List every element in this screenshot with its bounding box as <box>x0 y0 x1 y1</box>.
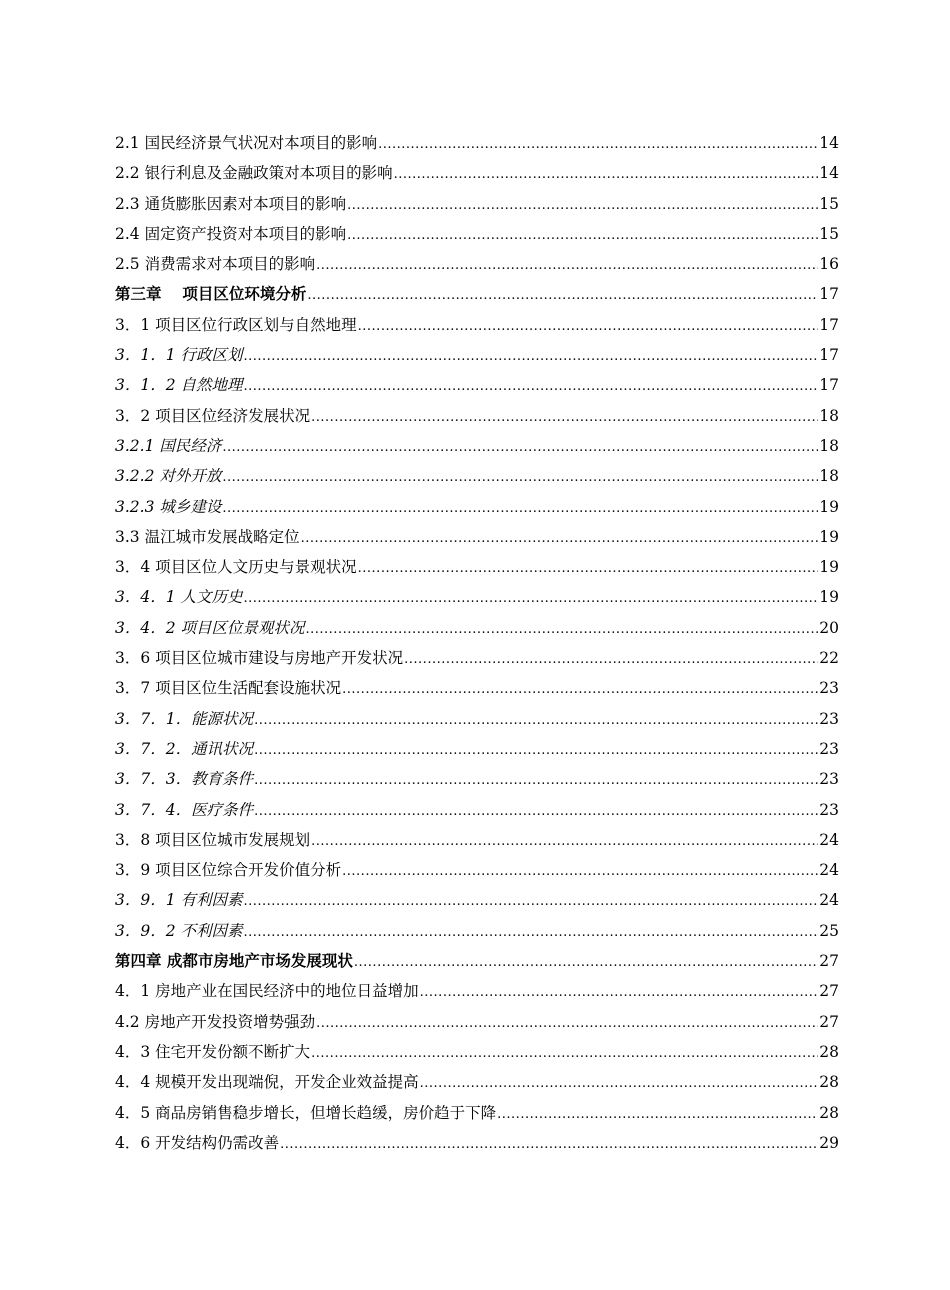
toc-dot-leader <box>354 948 818 978</box>
toc-entry[interactable] <box>115 492 839 522</box>
toc-entry-title: 4.2 房地产开发投资增势强劲 <box>115 1012 316 1031</box>
toc-entry[interactable] <box>115 1128 839 1158</box>
toc-entry[interactable] <box>115 249 839 279</box>
toc-page-number: 24 <box>819 830 839 849</box>
toc-entry[interactable] <box>115 1098 839 1128</box>
toc-entry[interactable] <box>115 340 839 370</box>
toc-entry[interactable] <box>115 310 839 340</box>
table-of-contents <box>115 128 839 1158</box>
toc-page-number: 23 <box>819 739 839 758</box>
toc-page-number: 18 <box>819 436 839 455</box>
toc-entry-title: 3．1 项目区位行政区划与自然地理 <box>115 315 357 334</box>
toc-page-number: 28 <box>819 1103 839 1122</box>
toc-dot-leader <box>254 736 818 766</box>
toc-page-number: 27 <box>819 1012 839 1031</box>
toc-entry-title: 2.5 消费需求对本项目的影响 <box>115 255 316 274</box>
toc-entry[interactable] <box>115 582 839 612</box>
toc-entry[interactable] <box>115 552 839 582</box>
toc-dot-leader <box>358 312 819 342</box>
toc-entry-title: 3．9．1 有利因素 <box>115 891 243 910</box>
toc-dot-leader <box>497 1100 818 1130</box>
toc-entry-title: 3.2.3 城乡建设 <box>115 497 222 516</box>
toc-page-number: 17 <box>819 315 839 334</box>
toc-page-number: 23 <box>819 770 839 789</box>
toc-page-number: 23 <box>819 800 839 819</box>
toc-entry-title: 3．7 项目区位生活配套设施状况 <box>115 679 342 698</box>
toc-entry-title: 3．7．4．医疗条件 <box>115 800 254 819</box>
toc-entry[interactable] <box>115 764 839 794</box>
toc-dot-leader <box>316 1009 818 1039</box>
toc-dot-leader <box>307 281 818 311</box>
toc-dot-leader <box>254 766 818 796</box>
toc-page-number: 27 <box>819 982 839 1001</box>
toc-dot-leader <box>342 675 818 705</box>
toc-entry-title: 3．6 项目区位城市建设与房地产开发状况 <box>115 649 404 668</box>
toc-entry[interactable] <box>115 885 839 915</box>
toc-dot-leader <box>301 524 819 554</box>
toc-entry[interactable] <box>115 855 839 885</box>
toc-entry[interactable] <box>115 613 839 643</box>
toc-dot-leader <box>280 1130 818 1160</box>
toc-page-number: 23 <box>819 679 839 698</box>
toc-entry[interactable] <box>115 643 839 673</box>
toc-dot-leader <box>311 403 818 433</box>
toc-page-number: 24 <box>819 861 839 880</box>
toc-dot-leader <box>358 554 819 584</box>
toc-entry-title: 3．9．2 不利因素 <box>115 921 243 940</box>
toc-entry-title: 3.3 温江城市发展战略定位 <box>115 527 300 546</box>
toc-dot-leader <box>420 978 819 1008</box>
toc-page-number: 23 <box>819 709 839 728</box>
toc-entry-title: 4．6 开发结构仍需改善 <box>115 1133 280 1152</box>
toc-entry[interactable] <box>115 522 839 552</box>
toc-entry[interactable] <box>115 825 839 855</box>
toc-page-number: 17 <box>819 285 839 304</box>
toc-dot-leader <box>347 221 818 251</box>
toc-dot-leader <box>222 494 818 524</box>
toc-entry[interactable] <box>115 401 839 431</box>
toc-page-number: 19 <box>819 588 839 607</box>
toc-entry[interactable] <box>115 673 839 703</box>
toc-entry-title: 3．1．2 自然地理 <box>115 376 243 395</box>
toc-page-number: 25 <box>819 921 839 940</box>
toc-entry-title: 第三章 项目区位环境分析 <box>115 284 307 304</box>
toc-entry[interactable] <box>115 946 839 976</box>
toc-entry-title: 3．4 项目区位人文历史与景观状况 <box>115 558 357 577</box>
toc-page-number: 17 <box>819 376 839 395</box>
toc-entry[interactable] <box>115 189 839 219</box>
toc-dot-leader <box>378 130 818 160</box>
toc-entry[interactable] <box>115 795 839 825</box>
toc-entry[interactable] <box>115 461 839 491</box>
toc-page-number: 16 <box>819 255 839 274</box>
toc-entry[interactable] <box>115 734 839 764</box>
toc-dot-leader <box>394 160 819 190</box>
toc-dot-leader <box>244 342 819 372</box>
toc-entry[interactable] <box>115 219 839 249</box>
toc-page-number: 15 <box>819 224 839 243</box>
toc-entry-title: 3．7．3．教育条件 <box>115 770 254 789</box>
toc-page-number: 19 <box>819 527 839 546</box>
toc-entry-title: 2.1 国民经济景气状况对本项目的影响 <box>115 134 378 152</box>
toc-page-number: 29 <box>819 1133 839 1152</box>
toc-entry-title: 3．4．2 项目区位景观状况 <box>115 618 305 637</box>
toc-dot-leader <box>244 887 819 917</box>
toc-entry[interactable] <box>115 431 839 461</box>
toc-page-number: 28 <box>819 1042 839 1061</box>
toc-dot-leader <box>311 1039 818 1069</box>
toc-entry-title: 3．2 项目区位经济发展状况 <box>115 406 311 425</box>
toc-dot-leader <box>347 191 818 221</box>
toc-entry-title: 2.4 固定资产投资对本项目的影响 <box>115 224 347 243</box>
toc-entry[interactable] <box>115 1037 839 1067</box>
toc-entry[interactable] <box>115 976 839 1006</box>
toc-page-number: 20 <box>819 618 839 637</box>
toc-page-number: 15 <box>819 194 839 213</box>
toc-page-number: 18 <box>819 406 839 425</box>
toc-dot-leader <box>244 584 819 614</box>
toc-entry[interactable] <box>115 279 839 309</box>
toc-entry-title: 4．5 商品房销售稳步增长，但增长趋缓，房价趋于下降 <box>115 1103 497 1122</box>
toc-entry-title: 3．7．2．通讯状况 <box>115 739 254 758</box>
toc-page-number: 19 <box>819 558 839 577</box>
toc-page-number: 27 <box>819 952 839 971</box>
toc-dot-leader <box>420 1069 819 1099</box>
toc-entry-title: 4．4 规模开发出现端倪，开发企业效益提高 <box>115 1073 419 1092</box>
toc-entry[interactable] <box>115 1007 839 1037</box>
toc-page-number: 28 <box>819 1073 839 1092</box>
toc-page-number: 22 <box>819 649 839 668</box>
toc-entry-title: 3．7．1．能源状况 <box>115 709 254 728</box>
toc-entry[interactable] <box>115 916 839 946</box>
toc-entry[interactable] <box>115 704 839 734</box>
toc-dot-leader <box>342 857 818 887</box>
toc-dot-leader <box>311 827 818 857</box>
toc-dot-leader <box>316 251 818 281</box>
toc-entry-title: 3．9 项目区位综合开发价值分析 <box>115 861 342 880</box>
toc-entry-title: 2.2 银行利息及金融政策对本项目的影响 <box>115 164 393 183</box>
toc-dot-leader <box>254 797 818 827</box>
toc-page-number: 14 <box>819 164 839 183</box>
toc-dot-leader <box>222 433 818 463</box>
toc-page-number: 24 <box>819 891 839 910</box>
toc-entry[interactable] <box>115 158 839 188</box>
toc-entry[interactable] <box>115 1067 839 1097</box>
toc-dot-leader <box>404 645 818 675</box>
toc-entry-title: 4．3 住宅开发份额不断扩大 <box>115 1042 311 1061</box>
toc-entry-title: 3．4．1 人文历史 <box>115 588 243 607</box>
toc-page-number: 14 <box>819 134 839 152</box>
toc-dot-leader <box>306 615 819 645</box>
toc-entry-title: 3．8 项目区位城市发展规划 <box>115 830 311 849</box>
toc-page-number: 18 <box>819 467 839 486</box>
toc-entry-title: 3．1．1 行政区划 <box>115 346 243 365</box>
toc-entry-title: 2.3 通货膨胀因素对本项目的影响 <box>115 194 347 213</box>
toc-dot-leader <box>244 918 819 948</box>
toc-dot-leader <box>244 372 819 402</box>
toc-dot-leader <box>222 463 818 493</box>
toc-entry[interactable] <box>115 128 839 158</box>
toc-entry-title: 3.2.2 对外开放 <box>115 467 222 486</box>
toc-page-number: 19 <box>819 497 839 516</box>
toc-page-number: 17 <box>819 346 839 365</box>
toc-dot-leader <box>254 706 818 736</box>
toc-entry-title: 第四章 成都市房地产市场发展现状 <box>115 951 353 971</box>
toc-entry[interactable] <box>115 370 839 400</box>
toc-entry-title: 4．1 房地产业在国民经济中的地位日益增加 <box>115 982 419 1001</box>
toc-entry-title: 3.2.1 国民经济 <box>115 436 222 455</box>
